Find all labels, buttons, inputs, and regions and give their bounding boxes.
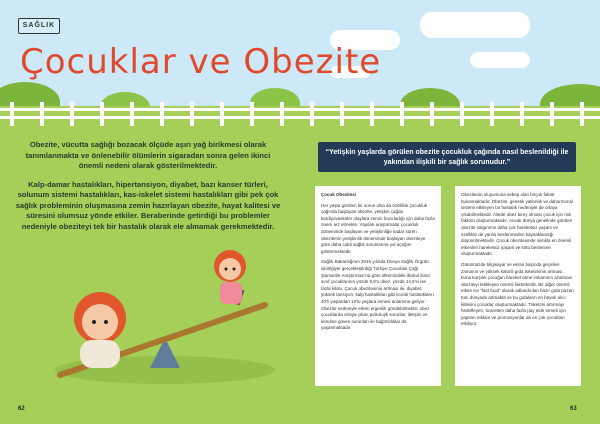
intro-text [14,140,282,240]
page-title: Çocuklar ve Obezite [20,42,382,82]
pull-quote: “Yetişkin yaşlarda görülen obezite çocukluk çağında nasıl beslenildiği ile yakından ilişkili bir sağlık sorunudur.” [318,142,576,172]
article-column-2 [455,186,581,386]
section-tag: SAĞLIK [18,18,60,34]
column-heading: Çocuk Obezitesi [321,192,357,197]
column-2-paragraph-2: Günümüzde bilgisayar ve ekran başında geçirilen zamanın ve yüksek kalorili gıda tüketiminin artması, buna karşılık çocuğun hareket etme imkanının azalması obeziteyi tetikleyen önemli faktörlerdir. Bir diğer önemli etken ise “fast food” olarak adlandırılan hazır gıda pazarı tüm dünyada artmakta ve bu gıdaların en büyük alıcı kitlesini çocuklar oluşturmaktadır. Tüketimi artırmayı hedefleyen, ticaretten daha fazla pay elde etmek için yapılan reklam ve promosyonlar da en çok çocukları etkiliyor. [461,261,574,327]
cloud [470,52,530,68]
page-number-left: 62 [18,406,25,412]
cloud [420,12,530,38]
intro-paragraph-1: Obezite, vücutta sağlığı bozacak ölçüde aşırı yağ birikmesi olarak tanımlanmakta ve önlenebilir ölümlerin sigaradan sonra gelen ikinci önemli nedeni olarak gösterilmektedir. [25,140,271,170]
column-1-paragraph-1: Her yaşta görülen bir sorun olsa da özellikle çocukluk çağında başlayan obezite, yetişkin çağda kardiyovasküler olaylara zemin hazırladığı için daha fazla önem arz etmekte. Yapılan araştırmalar çocukluk döneminde başlayan ve yetişkinliğe kadar süren obezitenin yetişkinlik döneminde başlayan obeziteye göre daha ciddi sağlık sorunlarına yol açtığını göstermektedir. [321,202,435,254]
column-1-paragraph-2: Sağlık Bakanlığının 2016 yılında Dünya Sağlık Örgütü işbirliğiyle gerçekleştirdiği Türkiye Çocukluk Çağı Şişmanlık Araştırması'na göre ülkemizdeki ilkokul ikinci sınıf çocuklarının yüzde 9,9'u obez, yüzde 14,6'sı ise fazla kilolu. Çocuk obezitesinin artması ile, diyabet, yüksek tansiyon, kalp hastalıkları gibi kronik hastalıkların 40'lı yaşlardan 10'lu yaşlara inmesi anlamına geliyor. Obezite nedeniyle erken ergenlik görülebilmekte; obez çocuklarda ortaya çıkan psikolojik sorunlar, iletişim ve kendine güven sorunları ile bağımlılıklar da yaşanmaktadır. [321,259,434,331]
column-2-paragraph-1: Obezitenin oluşumuna sebep olan birçok faktör bulunmaktadır. Obezite, genetik yatkınlık ve dahormonal sistemi etkileyen bir hastalık nedeniyle de ortaya çıkabilmektedir. Ailede obez birey olması çocuk için risk faktörü oluşturmaktadır. Ancak dünya genelinde görülen obezite salgınının daha çok hareketsiz yaşam ve özellikle de yanlış beslenmeden kaynaklandığı düşünülmektedir. Çocuk obezitesinde sıklıkla en önemli etkenleri hareketsiz yaşam ve kötü beslenme oluşturmaktadır. [461,192,574,257]
article-column-1 [315,186,441,386]
page-number-right: 63 [570,406,577,412]
intro-paragraph-2: Kalp-damar hastalıkları, hipertansiyon, diyabet, bazı kanser türleri, solunum sistemi hastalıkları, kas-iskelet sistemi hastalıkları gibi pek çok sağlık probleminin oluşmasına zemin hazırlayan obezite, hayat kalitesi ve süresini olumsuz yönde etkiler. Beraberinde getirdiği bu problemler nedeniyle obeziteyi tek bir hastalık olarak ele almamak gerekmektedir. [15,179,281,231]
seesaw-illustration [40,250,290,400]
fence [0,100,600,130]
